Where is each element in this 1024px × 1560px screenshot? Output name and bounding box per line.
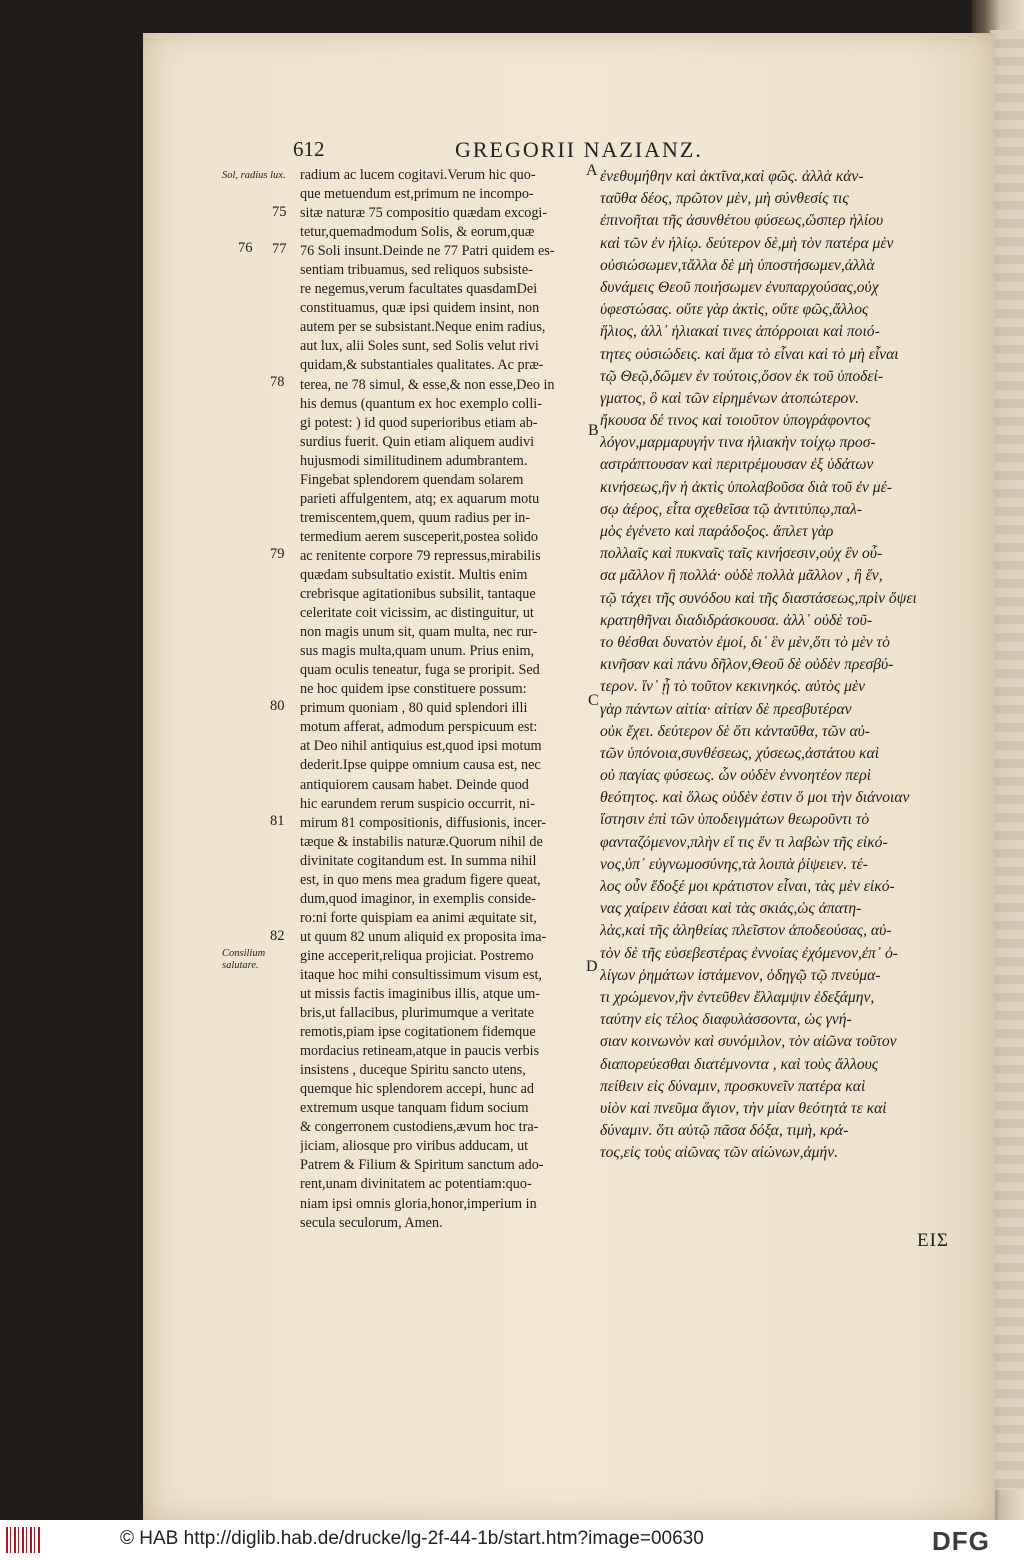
latin-text-line: sitæ naturæ 75 compositio quædam excogi- <box>300 205 548 222</box>
latin-text-line: hic earundem rerum suspicio occurrit, ni- <box>300 795 535 812</box>
greek-text-line: ἤκουσα δέ τινος καὶ τοιοῦτον ὑπογράφοντος <box>600 412 871 430</box>
greek-text-line: οὐκ ἔχει. δεύτερον δὲ ὅτι κἀνταῦθα, τῶν αὐ- <box>600 722 870 740</box>
margin-number-76: 76 <box>238 240 253 256</box>
latin-text-line: niam ipsi omnis gloria,honor,imperium in <box>300 1195 537 1212</box>
latin-text-line: quemque hic splendorem accepi, hunc ad <box>300 1081 535 1098</box>
greek-text-line: πολλαῖς καὶ πυκναῖς ταῖς κινήσεσιν,οὐχ ἓν οὖ- <box>600 545 883 563</box>
greek-text-line: ἐνεθυμήθην καὶ ἀκτῖνα,καὶ φῶς. ἀλλὰ κἀν- <box>600 168 864 185</box>
latin-text-line: celeritate coit vicissim, ac distinguitur, ut <box>300 605 534 622</box>
viewer-footer <box>0 1520 1024 1560</box>
latin-text-line: extremum usque tanquam fidum socium <box>300 1100 529 1117</box>
margin-number-77: 77 <box>272 241 287 257</box>
greek-text-line: νας χαίρειν ἐάσαι καὶ τὰς σκιάς,ὡς ἀπατη- <box>600 900 862 918</box>
latin-text-line: dum,quod imaginor, in exemplis conside- <box>300 890 536 907</box>
latin-text-line: est, in quo mens mea gradum figere queat, <box>300 871 541 888</box>
margin-note-consilium: Consilium salutare. <box>222 948 266 971</box>
greek-text-line: ἥλιος, ἀλλ᾽ ἡλιακαί τινες ἀπόρροιαι καὶ ποιό- <box>600 323 880 341</box>
latin-text-line: ne hoc quidem ipse constituere possum: <box>300 681 527 698</box>
latin-text-line: parieti affulgentem, atq; ex aquarum motu <box>300 490 540 507</box>
greek-text-line: οὐσιώσωμεν,τἄλλα δὲ μὴ ὑποστήσωμεν,ἀλλὰ <box>600 256 875 274</box>
latin-text-line: Patrem & Filium & Spiritum sanctum ado- <box>300 1157 544 1174</box>
greek-text-line: λος οὖν ἔδοξέ μοι κράτιστον εἶναι, τὰς μὲν εἰκό- <box>600 878 895 895</box>
latin-text-line: mirum 81 compositionis, diffusionis, incer- <box>300 814 547 831</box>
latin-text-line: gi potest: ) id quod superioribus etiam ab- <box>300 414 538 431</box>
section-letter-c: C <box>588 692 599 709</box>
greek-text-line: τὸν δὲ τῆς εὐσεβεστέρας ἐννοίας ἐχόμενον,ἐπ᾽ ὀ- <box>600 944 898 962</box>
greek-text-line: σα μᾶλλον ἢ πολλά· οὐδὲ πολλὰ μᾶλλον , ἢ ἕν, <box>600 567 883 585</box>
latin-text-line: & congerronem custodiens,ævum hoc tra- <box>300 1119 539 1136</box>
greek-text-line: κινήσεως,ἣν ἡ ἀκτὶς ὑπολαβοῦσα διὰ τοῦ ἐν μέ- <box>600 478 892 496</box>
latin-text-line: constituamus, quæ ipsi quidem insint, non <box>300 300 540 317</box>
section-letter-a: A <box>586 162 598 179</box>
greek-text-line: αστράπτουσαν καὶ περιτρέμουσαν ἐξ ὑδάτων <box>600 456 874 474</box>
greek-text-line: τῶν ὑπόνοια,συνθέσεως, χύσεως,ἀστάτου καὶ <box>600 744 880 762</box>
margin-number-78: 78 <box>270 374 285 390</box>
greek-text-line: τος,εἰς τοὺς αἰῶνας τῶν αἰώνων,ἀμήν. <box>600 1144 839 1162</box>
greek-text-line: δύναμιν. ὅτι αὐτῷ πᾶσα δόξα, τιμὴ, κρά- <box>600 1122 849 1140</box>
greek-text-line: ὑφεστώσας. οὔτε γὰρ ἀκτὶς, οὔτε φῶς,ἄλλος <box>600 301 869 319</box>
latin-text-line: jiciam, aliosque pro viribus adducam, ut <box>300 1138 529 1155</box>
greek-text-line: ἐπινοῆται τῆς ἀσυνθέτου φύσεως,ὥσπερ ἡλίου <box>600 212 884 230</box>
greek-text-line: ταῦθα δέος, πρῶτον μὲν, μὴ σύνθεσίς τις <box>600 190 849 208</box>
latin-text-line: secula seculorum, Amen. <box>300 1214 443 1231</box>
greek-text-line: οὐ παγίας φύσεως. ὧν οὐδὲν ἐννοητέον περὶ <box>600 767 872 785</box>
greek-text-line: σῳ ἀέρος, εἶτα σχεθεῖσα τῷ ἀντιτύπῳ,παλ- <box>600 500 862 518</box>
greek-text-line: τι χρώμενον,ἣν ἐντεῦθεν ἔλλαμψιν ἐδεξάμην, <box>600 988 875 1006</box>
latin-text-line: ac renitente corpore 79 repressus,mirabilis <box>300 547 541 564</box>
barcode-icon <box>6 1527 42 1553</box>
latin-text-line: ut missis factis imaginibus illis, atque um- <box>300 986 540 1003</box>
latin-text-line: ut quum 82 unum aliquid ex proposita ima- <box>300 928 547 945</box>
latin-text-line: divinitate cogitandum est. In summa nihil <box>300 852 537 869</box>
greek-text-line: καὶ τῶν ἐν ἡλίῳ. δεύτερον δὲ,μὴ τὸν πατέρα μὲν <box>600 234 894 252</box>
greek-text-line: λίγων ῥημάτων ἱστάμενον, ὁδηγῷ τῷ πνεύμα- <box>600 966 881 984</box>
latin-text-line: his demus (quantum ex hoc exemplo colli- <box>300 395 542 412</box>
greek-text-line: τῷ Θεῷ,δῶμεν ἐν τούτοις,ὅσον ἐκ τοῦ ὑποδεί- <box>600 367 884 385</box>
greek-text-line: διαπορεύεσθαι διατέμνοντα , καὶ τοὺς ἄλλους <box>600 1055 879 1073</box>
latin-text-line: 76 Soli insunt.Deinde ne 77 Patri quidem es- <box>300 243 555 260</box>
greek-text-line: σιαν κοινωνὸν καὶ συνόμιλον, τὸν αἰῶνα τοῦτον <box>600 1033 897 1051</box>
latin-text-line: itaque hoc mihi consultissimum visum est, <box>300 966 542 983</box>
latin-text-line: quidam,& substantiales qualitates. Ac præ- <box>300 357 544 374</box>
greek-text-line: μὸς ἐγένετο καὶ παράδοξος. ἄπλετ γὰρ <box>600 523 834 540</box>
latin-text-line: quam oculis teneatur, fuga se proripit. Sed <box>300 662 540 679</box>
latin-text-line: radium ac lucem cogitavi.Verum hic quo- <box>300 167 536 183</box>
greek-text-line: τῷ τάχει τῆς συνόδου καὶ τῆς διαστάσεως,πρὶν ὄψει <box>600 589 917 607</box>
latin-text-line: re negemus,verum facultates quasdamDei <box>300 281 538 298</box>
greek-text-line: κρατηθῆναι διαδιδράσκουσα. ἀλλ᾽ οὐδὲ τοῦ- <box>600 611 873 629</box>
greek-text-line: υἱὸν καὶ πνεῦμα ἅγιον, τὴν μίαν θεότητά τε καὶ <box>600 1099 887 1117</box>
latin-text-line: quædam subsultatio existit. Multis enim <box>300 566 528 583</box>
greek-text-line: ταύτην εἰς τέλος διαφυλάσσοντα, ὡς γνή- <box>600 1011 852 1029</box>
latin-text-line: dederit.Ipse quippe omnium causa est, nec <box>300 757 541 774</box>
greek-text-line: πείθειν εἰς δύναμιν, προσκυνεῖν πατέρα καὶ <box>600 1077 866 1095</box>
latin-text-line: sentiam tribuamus, sed reliquos subsiste- <box>300 262 533 279</box>
catchword: ΕΙΣ <box>917 1230 949 1251</box>
dfg-logo: DFG <box>932 1526 990 1556</box>
margin-number-80: 80 <box>270 698 285 714</box>
page-number: 612 <box>293 137 325 161</box>
latin-text-line: primum quoniam , 80 quid splendori illi <box>300 700 528 717</box>
latin-text-line: ro:ni forte quispiam ea animi æquitate sit, <box>300 909 537 926</box>
latin-text-line: at Deo nihil antiquius est,quod ipsi motum <box>300 738 542 755</box>
greek-text-line: γὰρ πάντων αἰτία· αἰτίαν δὲ πρεσβυτέραν <box>600 700 852 718</box>
greek-column <box>600 166 975 1164</box>
latin-text-line: crebrisque agitationibus subsilit, tantaque <box>300 586 536 603</box>
latin-text-line: surdius fuerit. Quin etiam aliquem audivi <box>300 433 535 450</box>
latin-text-line: terea, ne 78 simul, & esse,& non esse,Deo in <box>300 376 555 393</box>
latin-text-line: tremiscentem,quem, quum radius per in- <box>300 509 531 526</box>
greek-text-line: λὰς,καὶ τῆς ἀληθείας πλεῖστον ἀποδεούσας, αὐ- <box>600 922 892 940</box>
latin-text-line: gine acceperit,reliqua projiciat. Postremo <box>300 947 534 964</box>
greek-text-line: λόγον,μαρμαρυγήν τινα ἡλιακὴν τοίχῳ προσ- <box>600 434 876 452</box>
latin-column <box>300 166 585 1233</box>
greek-text-line: γματος, ὃ καὶ τῶν εἰρημένων ἀτοπώτερον. <box>600 389 860 407</box>
latin-text-line: termedium aerem susceperit,postea solido <box>300 528 538 545</box>
running-title: GREGORII NAZIANZ. <box>455 137 703 162</box>
next-page-edge <box>990 30 1024 1490</box>
greek-text-line: τητες οὐσιώδεις. καὶ ἅμα τὸ εἶναι καὶ τὸ μὴ εἶναι <box>600 345 899 363</box>
latin-text-line: hujusmodi similitudinem adumbrantem. <box>300 452 528 469</box>
latin-text-line: rent,unam divinitatem ac potentiam:quo- <box>300 1176 532 1193</box>
greek-text-line: ἵστησιν ἐπὶ τῶν ὑποδειγμάτων θεωροῦντι τὸ <box>600 811 870 829</box>
latin-text-line: que metuendum est,primum ne incompo- <box>300 186 534 203</box>
latin-text-line: mordacius retineam,atque in paucis verbis <box>300 1043 540 1060</box>
latin-text-line: non magis unum sit, quam multa, nec rur- <box>300 624 538 641</box>
latin-text-line: motum afferat, admodum perspicuum est: <box>300 719 538 736</box>
greek-text-line: θεότητος. καὶ ὅλως οὐδὲν ἐστιν ὅ μοι τὴν διάνοιαν <box>600 789 910 807</box>
greek-text-line: κινῆσαν καὶ πάνυ δῆλον,Θεοῦ δὲ οὐδὲν πρεσβύ- <box>600 656 894 674</box>
latin-text-line: autem per se subsistant.Neque enim radius, <box>300 319 546 336</box>
greek-text-line: νος,ὑπ᾽ εὐγνωμοσύνης,τὰ λοιπὰ ῥίψειεν. τέ- <box>600 855 868 873</box>
greek-text-line: το θέσθαι δυνατὸν ἐμοί, δι᾽ ἓν μὲν,ὅτι τὸ μὲν τὸ <box>600 633 890 651</box>
margin-number-81: 81 <box>270 813 285 829</box>
margin-number-79: 79 <box>270 546 285 562</box>
greek-text-line: φανταζόμενον,πλὴν εἴ τις ἕν τι λαβὼν τῆς εἰκό- <box>600 833 888 851</box>
latin-text-line: bris,ut fallacibus, plurimumque a veritate <box>300 1005 535 1022</box>
greek-text-line: τερον. ἵν᾽ ᾖ τὸ τοῦτον κεκινηκός. αὐτὸς μὲν <box>600 678 866 696</box>
latin-text-line: tetur,quemadmodum Solis, & eorum,quæ <box>300 224 535 241</box>
margin-number-75: 75 <box>272 204 287 220</box>
copyright-link[interactable]: © HAB http://diglib.hab.de/drucke/lg-2f-44-1b/start.htm?image=00630 <box>120 1528 704 1549</box>
latin-text-line: antiquiorem causam habet. Deinde quod <box>300 776 529 793</box>
latin-text-line: insistens , duceque Spiritu sancto utens, <box>300 1062 526 1079</box>
section-letter-b: B <box>588 422 599 439</box>
latin-text-line: Fingebat splendorem quendam solarem <box>300 471 524 488</box>
margin-note-sol: Sol, radius lux. <box>222 170 286 181</box>
latin-text-line: aut lux, alii Soles sunt, sed Solis velut rivi <box>300 338 539 355</box>
latin-text-line: sus magis multa,quam unum. Prius enim, <box>300 643 535 660</box>
section-letter-d: D <box>586 958 598 975</box>
margin-number-82: 82 <box>270 928 285 944</box>
greek-text-line: δυνάμεις Θεοῦ ποιήσωμεν ἐνυπαρχούσας,οὐχ <box>600 278 879 296</box>
latin-text-line: tæque & instabilis naturæ.Quorum nihil de <box>300 833 543 850</box>
latin-text-line: remotis,piam ipse cogitationem fidemque <box>300 1024 536 1041</box>
